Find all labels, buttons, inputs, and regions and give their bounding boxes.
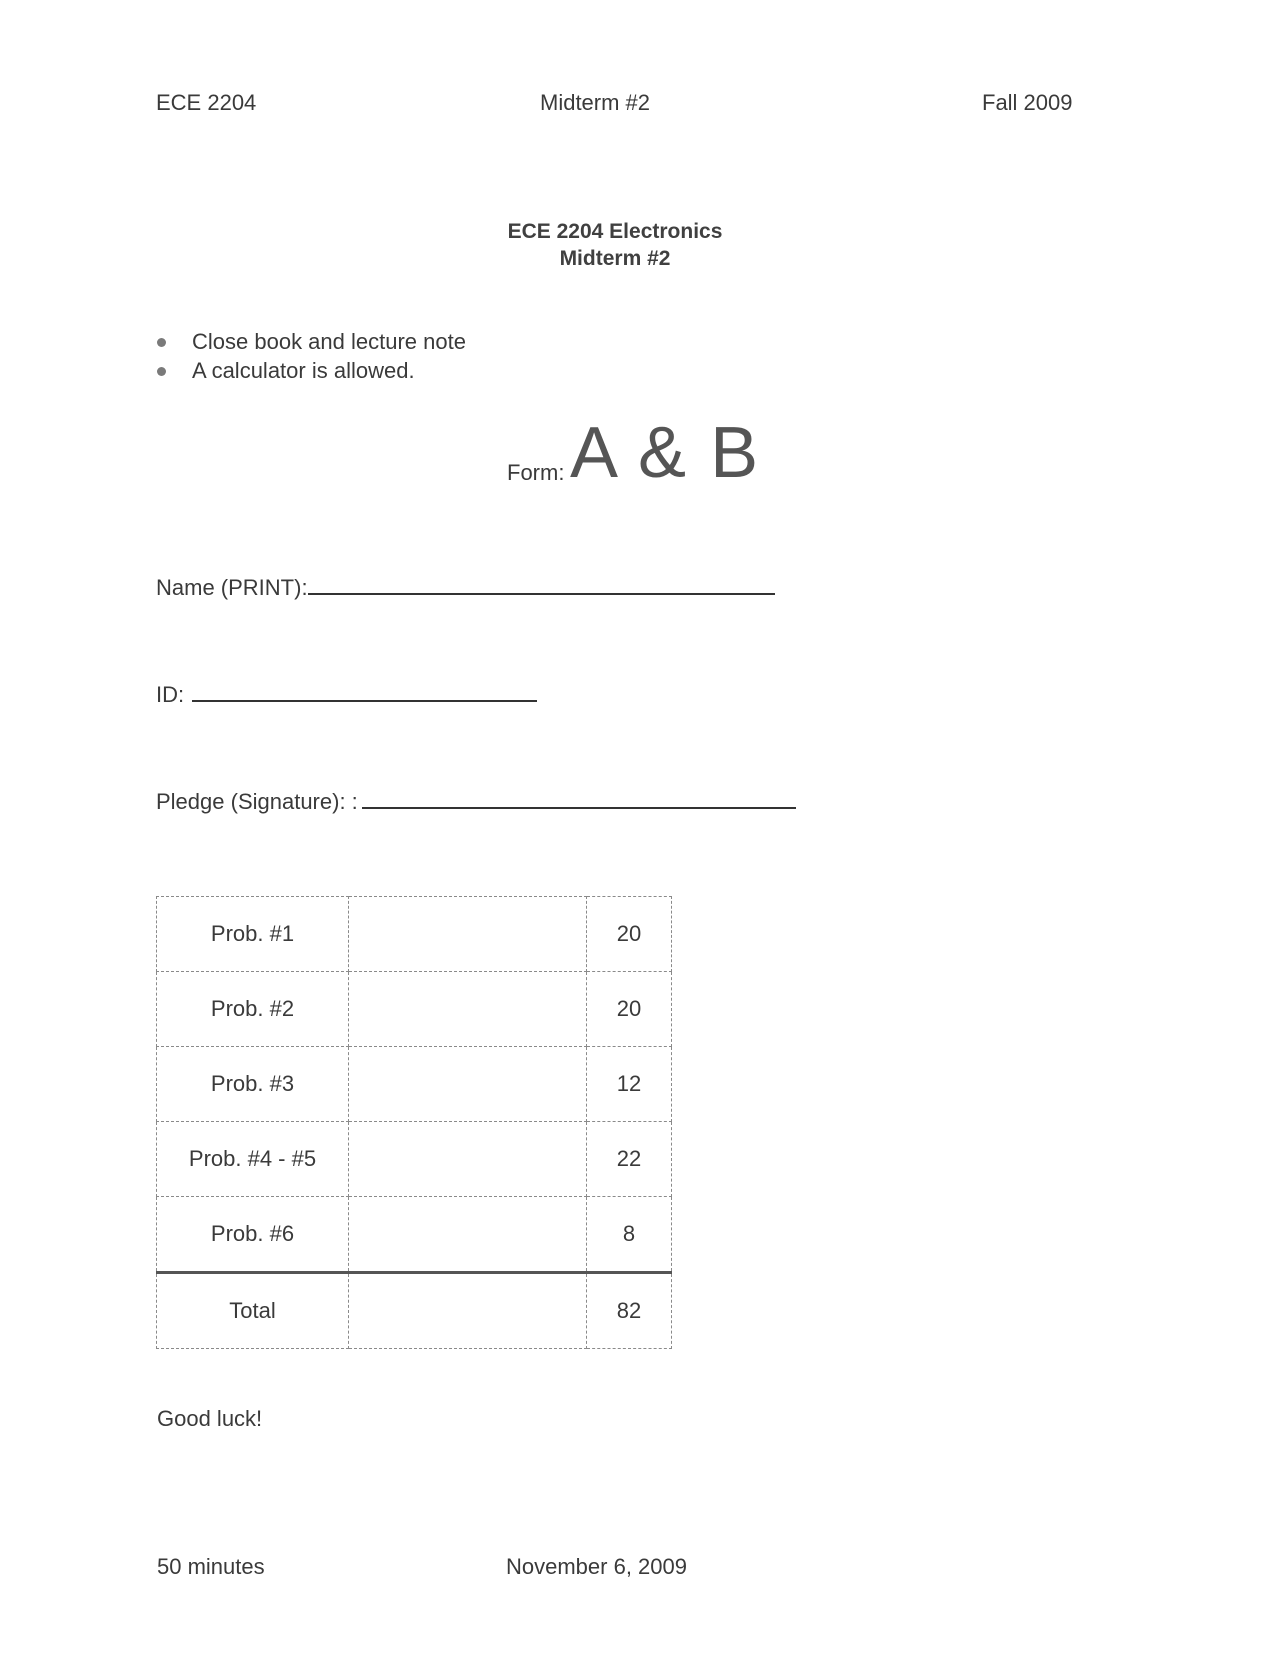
score-cell[interactable] [349, 1197, 587, 1273]
pledge-field [156, 789, 796, 815]
page-title: ECE 2204 Electronics [507, 220, 723, 243]
points-cell: 22 [587, 1122, 672, 1197]
instruction-item [156, 327, 466, 356]
id-field [156, 682, 537, 708]
instruction-text: Close book and lecture note [192, 329, 466, 354]
pledge-label: Pledge (Signature): : [156, 789, 358, 814]
footer-date: November 6, 2009 [506, 1554, 687, 1579]
total-row [157, 1273, 672, 1349]
score-cell[interactable] [349, 897, 587, 972]
id-label: ID: [156, 682, 185, 707]
problem-cell: Prob. #6 [157, 1197, 349, 1273]
page-subtitle: Midterm #2 [559, 247, 671, 270]
score-table [156, 896, 672, 1349]
points-cell: 20 [587, 972, 672, 1047]
name-label: Name (PRINT): [156, 575, 308, 600]
footer-duration: 50 minutes [157, 1554, 265, 1579]
problem-cell: Prob. #2 [157, 972, 349, 1047]
instructions-list [156, 327, 466, 385]
points-cell: 20 [587, 897, 672, 972]
problem-cell: Prob. #4 - #5 [157, 1122, 349, 1197]
table-row [157, 897, 672, 972]
instruction-text: A calculator is allowed. [192, 358, 415, 383]
closing-text: Good luck! [157, 1406, 263, 1431]
table-row [157, 972, 672, 1047]
total-label-cell: Total [157, 1273, 349, 1349]
total-score-cell[interactable] [349, 1273, 587, 1349]
table-row [157, 1197, 672, 1273]
name-input-line[interactable] [308, 592, 775, 595]
form-label: Form: [507, 460, 565, 485]
total-points-cell: 82 [587, 1273, 672, 1349]
problem-cell: Prob. #3 [157, 1047, 349, 1122]
table-row [157, 1047, 672, 1122]
name-field [156, 575, 775, 601]
header-term: Fall 2009 [982, 90, 1073, 115]
score-cell[interactable] [349, 972, 587, 1047]
form-value: A & B [570, 413, 761, 493]
header-exam: Midterm #2 [540, 90, 651, 115]
table-row [157, 1122, 672, 1197]
header-course: ECE 2204 [156, 90, 257, 115]
bullet-icon [157, 367, 166, 376]
id-input-line[interactable] [192, 699, 537, 702]
bullet-icon [157, 338, 166, 347]
problem-cell: Prob. #1 [157, 897, 349, 972]
score-cell[interactable] [349, 1047, 587, 1122]
points-cell: 8 [587, 1197, 672, 1273]
instruction-item [156, 356, 466, 385]
score-cell[interactable] [349, 1122, 587, 1197]
points-cell: 12 [587, 1047, 672, 1122]
signature-input-line[interactable] [362, 806, 796, 809]
